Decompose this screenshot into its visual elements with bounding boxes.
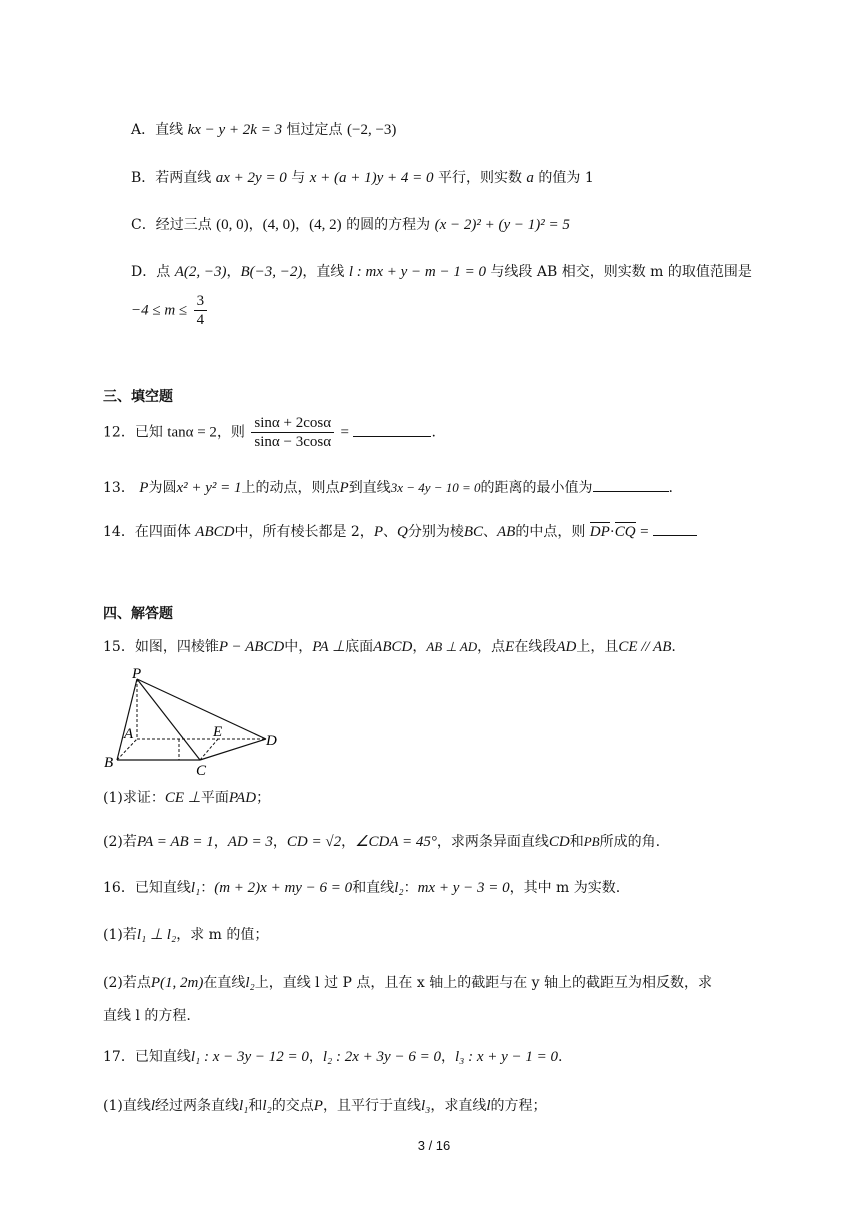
question-13 (103, 477, 673, 498)
fraction-numerator: 3 (194, 292, 208, 311)
choice-b-var: a (526, 170, 534, 186)
q15-part2-text: ，求两条异面直线 (436, 834, 549, 850)
q12-equals: = (340, 424, 349, 441)
q16-label: 16．已知直线 (103, 880, 191, 896)
q14-vector-cq: CQ (614, 524, 636, 540)
q17-part1-text3: ，且平行于直线 (322, 1098, 421, 1114)
q16-part1-text: ，求 m 的值； (176, 927, 269, 943)
q14-edge-ab: AB (497, 524, 516, 540)
choice-c-sep2: ， (295, 217, 310, 233)
q16-l2: l₂ (394, 880, 404, 896)
q14-sep2: 、 (483, 524, 497, 540)
q17-part1-l2: l₂ (262, 1098, 272, 1114)
q14-vector-dp: DP (589, 524, 610, 540)
label-b: B (104, 755, 114, 771)
q15-part1-label: (1)求证： (103, 790, 165, 806)
fraction-denominator: 4 (196, 312, 205, 328)
q15-part2-cd: CD (548, 834, 570, 850)
q15-period: . (671, 639, 676, 655)
q13-text1: 为圆 (148, 480, 177, 496)
choice-d-sep: ， (226, 264, 241, 280)
q13-label: 13． (103, 480, 135, 496)
choice-b (131, 168, 594, 188)
q16-part1-eq: l₁ ⊥ l₂ (136, 927, 177, 943)
q15-part2-sep1: ， (213, 834, 228, 850)
choice-d (131, 262, 752, 282)
choice-a-point: (−2, −3) (346, 122, 397, 138)
q15-text4: 在线段 (514, 639, 557, 655)
choice-c-text: 的圆的方程为 (346, 217, 431, 233)
q12-numerator: sinα + 2cosα (251, 414, 334, 433)
q12-answer-blank[interactable] (353, 422, 431, 437)
choice-d-label: D．点 (131, 264, 171, 280)
q15-sep: ， (412, 639, 427, 655)
q14-text5: 的中点，则 (515, 524, 586, 540)
choice-d-range (131, 292, 209, 329)
choice-a-label: A．直线 (131, 122, 184, 138)
q16-colon1: ： (200, 880, 215, 896)
q17-part1-label: (1)直线 (103, 1098, 151, 1114)
q16-part2-point: P(1, 2m) (150, 975, 204, 991)
label-c: C (196, 763, 207, 779)
q15-part2-label: (2)若 (103, 834, 137, 850)
q17-part1-l4: l (486, 1098, 491, 1114)
q17-part1-text4: ，求直线 (430, 1098, 487, 1114)
q15-pyramid-figure (100, 665, 290, 780)
q15-label: 15．如图，四棱锥 (103, 639, 219, 655)
q17-label: 17．已知直线 (103, 1049, 191, 1065)
page-number: 3 / 16 (417, 1138, 451, 1153)
q17-part1-text2: 的交点 (271, 1098, 314, 1114)
choice-b-label: B．若两直线 (131, 170, 212, 186)
edge-cd (200, 739, 266, 760)
q15-cond3: CE // AB (618, 639, 672, 655)
q17-part1-text5: 的方程； (490, 1098, 547, 1114)
q15-part2 (103, 832, 660, 852)
q16-part1-label: (1)若 (103, 927, 137, 943)
choice-c-sep1: ， (248, 217, 263, 233)
choice-b-eq2: x + (a + 1)y + 4 = 0 (309, 170, 434, 186)
q16-part1 (103, 925, 268, 945)
q14-text3: 分别为棱 (407, 524, 464, 540)
q15-part1-text: 平面 (200, 790, 229, 806)
q14-sep1: 、 (382, 524, 397, 540)
q14-point-q: Q (396, 524, 408, 540)
choice-b-text2: 平行，则实数 (437, 170, 522, 186)
q17-l3: l₃ : x + y − 1 = 0 (454, 1049, 559, 1065)
question-12 (103, 414, 436, 451)
q17-period: . (558, 1049, 563, 1065)
choice-c-point1: (0, 0) (216, 217, 249, 233)
choice-d-text2: 与线段 AB 相交，则实数 m 的取值范围是 (490, 264, 752, 280)
question-17 (103, 1047, 562, 1067)
q16-l1: l₁ (190, 880, 201, 896)
q13-text3: 到直线 (348, 480, 391, 496)
q13-circle: x² + y² = 1 (176, 480, 242, 496)
q15-part2-cond-a: PA = AB = 1 (136, 834, 214, 850)
q15-part1-plane: PAD (228, 790, 257, 806)
label-p: P (132, 666, 142, 682)
edge-pc (137, 679, 200, 760)
choice-b-text3: 的值为 1 (538, 170, 594, 186)
q17-part1-and: 和 (248, 1098, 263, 1114)
q12-period: . (431, 424, 436, 441)
q15-pyramid: P − ABCD (218, 639, 285, 655)
q15-part1-eq: CE ⊥ (164, 790, 201, 806)
choice-c-label: C．经过三点 (131, 217, 212, 233)
q14-point-p: P (373, 524, 383, 540)
choice-d-point-a: A(2, −3) (174, 264, 227, 280)
q12-denominator: sinα − 3cosα (254, 434, 332, 450)
q15-segment-ad: AD (556, 639, 577, 655)
choice-a-text: 恒过定点 (286, 122, 343, 138)
q15-part1 (103, 788, 270, 808)
choice-d-range-ineq: −4 ≤ m ≤ (131, 302, 188, 319)
q15-point-e: E (505, 639, 515, 655)
q14-dot: · (609, 524, 615, 540)
q16-eq2: mx + y − 3 = 0 (417, 880, 510, 896)
q14-solid: ABCD (195, 524, 235, 540)
q16-part2-text2: 上，直线 l 过 P 点，且在 x 轴上的截距与在 y 轴上的截距互为相反数，求 (254, 975, 713, 991)
q15-part2-pb: PB (583, 834, 600, 849)
q16-part2 (103, 973, 712, 993)
question-14 (103, 521, 697, 542)
q12-condition: tanα = 2 (167, 424, 217, 441)
q15-base: ABCD (373, 639, 413, 655)
q14-answer-blank[interactable] (653, 521, 697, 536)
choice-b-text: 与 (291, 170, 306, 186)
q13-point-p2: P (339, 480, 349, 496)
q17-sep1: ， (308, 1049, 323, 1065)
q17-sep2: ， (440, 1049, 455, 1065)
q15-text5: 上，且 (576, 639, 619, 655)
q17-part1 (103, 1096, 547, 1116)
q17-part1-text1: 经过两条直线 (155, 1098, 240, 1114)
q17-l1: l₁ : x − 3y − 12 = 0 (190, 1049, 309, 1065)
q15-part2-sep2: ， (272, 834, 287, 850)
q15-cond1: PA ⊥ (312, 639, 346, 655)
q12-fraction (251, 414, 334, 451)
q12-label: 12．已知 (103, 424, 163, 441)
q15-part2-cond-d: ∠CDA = 45° (355, 834, 437, 850)
q16-eq1: (m + 2)x + my − 6 = 0 (214, 880, 353, 896)
q16-part2-label: (2)若点 (103, 975, 151, 991)
question-15 (103, 637, 676, 657)
q15-text2: 底面 (345, 639, 374, 655)
label-e: E (213, 724, 223, 740)
q17-part1-p: P (313, 1098, 323, 1114)
q17-part1-l3: l₃ (420, 1098, 431, 1114)
q17-part1-l: l (150, 1098, 156, 1114)
q15-part1-end: ； (256, 790, 271, 806)
choice-d-equation: l : mx + y − m − 1 = 0 (348, 264, 486, 280)
q16-colon2: ： (403, 880, 418, 896)
q15-part2-and: 和 (569, 834, 584, 850)
q12-text: ，则 (216, 424, 245, 441)
q13-text4: 的距离的最小值为 (480, 480, 593, 496)
q17-part1-l1: l₁ (239, 1098, 249, 1114)
q14-equals: = (640, 524, 649, 540)
q13-text2: 上的动点，则点 (241, 480, 340, 496)
label-d: D (266, 733, 277, 749)
q14-edge-bc: BC (463, 524, 483, 540)
question-16 (103, 878, 620, 898)
choice-a (131, 120, 396, 140)
q15-cond2: AB ⊥ AD (426, 639, 478, 654)
q15-part2-cond-c: CD = √2 (286, 834, 342, 850)
q16-part2-cont: 直线 l 的方程. (103, 1008, 191, 1024)
label-a: A (124, 726, 134, 742)
choice-c (131, 215, 570, 235)
choice-c-point2: (4, 0) (262, 217, 296, 233)
q16-part2-text1: 在直线 (203, 975, 246, 991)
q13-point-p: P (139, 480, 149, 496)
q15-part2-end: 所成的角. (599, 834, 661, 850)
q15-text3: ，点 (477, 639, 506, 655)
q14-label: 14．在四面体 (103, 524, 191, 540)
q15-text1: 中， (284, 639, 313, 655)
section-answer-title: 四、解答题 (103, 606, 173, 622)
choice-d-range-fraction (194, 292, 208, 329)
q16-and: 和直线 (352, 880, 395, 896)
choice-d-point-b: B(−3, −2) (240, 264, 303, 280)
q13-answer-blank[interactable] (593, 477, 669, 492)
q17-l2: l₂ : 2x + 3y − 6 = 0 (322, 1049, 441, 1065)
choice-d-text: ，直线 (302, 264, 345, 280)
q16-part2-l2: l₂ (245, 975, 255, 991)
q13-line: 3x − 4y − 10 = 0 (390, 480, 481, 495)
q13-period: . (668, 480, 673, 496)
edge-pb (117, 679, 137, 760)
choice-c-equation: (x − 2)² + (y − 1)² = 5 (434, 217, 570, 233)
q16-text: ，其中 m 为实数. (509, 880, 621, 896)
q15-part2-cond-b: AD = 3 (227, 834, 273, 850)
edge-pd (137, 679, 266, 739)
choice-c-point3: (4, 2) (309, 217, 342, 233)
choice-a-equation: kx − y + 2k = 3 (187, 122, 283, 138)
section-fill-in-title: 三、填空题 (103, 389, 173, 405)
q14-text1: 中，所有棱长都是 2， (234, 524, 374, 540)
q15-part2-sep3: ， (341, 834, 356, 850)
choice-b-eq1: ax + 2y = 0 (215, 170, 287, 186)
